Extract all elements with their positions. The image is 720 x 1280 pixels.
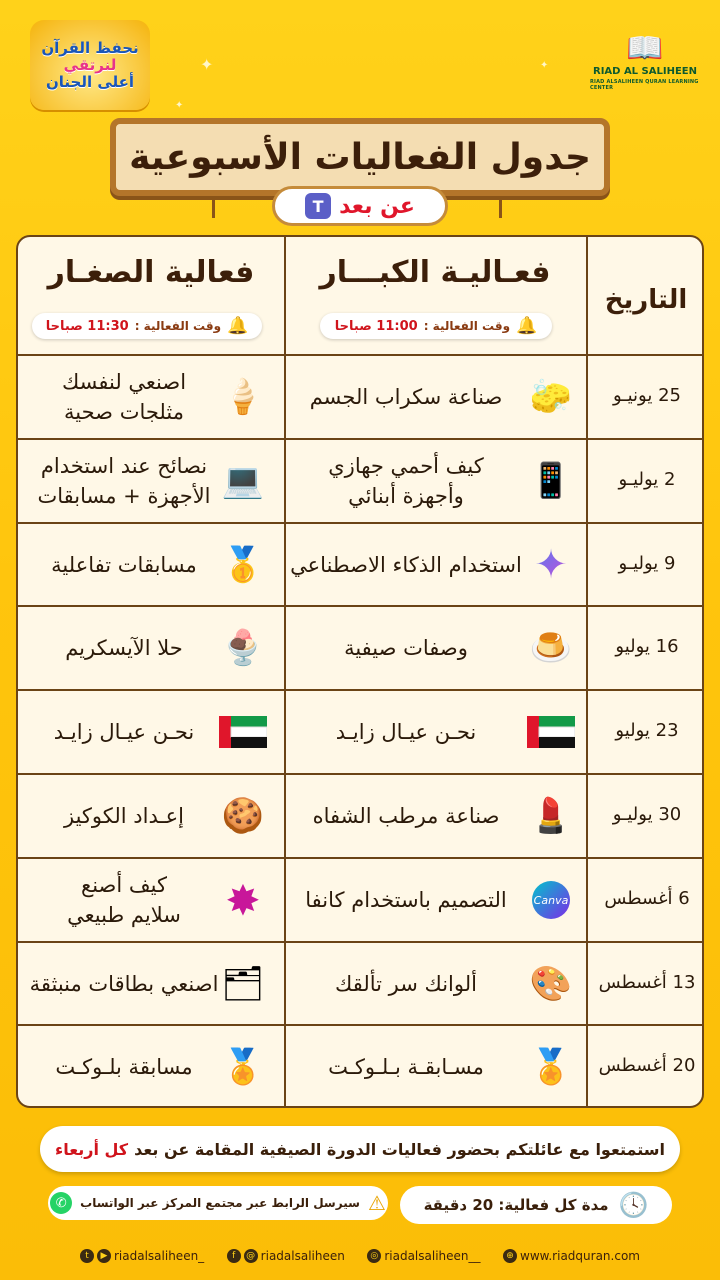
- adult-activity: استخدام الذكاء الاصطناعي: [290, 552, 522, 577]
- laptop-trophy-icon: 💻: [221, 461, 265, 501]
- ice-cream-icon: 🍦: [221, 377, 265, 417]
- adults-column-header: فعـاليـة الكبـــار: [319, 255, 551, 290]
- slime-icon: ✸: [225, 875, 261, 925]
- microsoft-teams-icon: T: [305, 193, 331, 219]
- cookies-icon: 🍪: [221, 796, 265, 836]
- website-url: www.riadquran.com: [520, 1249, 640, 1263]
- row-date: 13 أغسطس: [598, 971, 696, 993]
- subtitle: عن بعد: [339, 193, 415, 219]
- kid-activity: مسابقة بلـوكـت: [55, 1055, 193, 1079]
- footer-facebook[interactable]: [227, 1249, 345, 1263]
- award-ribbon-icon: 🏅: [529, 1047, 573, 1087]
- whatsapp-note: [48, 1186, 388, 1220]
- bell-icon: 🔔: [516, 316, 538, 336]
- kids-time: 11:30 صباحا: [45, 318, 129, 334]
- banner-highlight: كل أربعاء: [55, 1139, 129, 1159]
- ice-cream-cup-icon: 🍨: [221, 628, 265, 668]
- riad-alsaliheen-logo: [590, 32, 700, 102]
- page-title: جدول الفعاليات الأسبوعية: [129, 136, 591, 178]
- instagram-handle: riadalsaliheen__: [384, 1249, 481, 1263]
- twitter-icon: t: [80, 1249, 94, 1263]
- time-label: وقت الفعالية :: [423, 319, 511, 333]
- color-palette-icon: 🎨: [529, 963, 573, 1004]
- duration-text: مدة كل فعالية: 20 دقيقة: [423, 1196, 609, 1214]
- adult-activity: التصميم باستخدام كانفا: [305, 888, 507, 912]
- whatsapp-icon[interactable]: ✆: [50, 1192, 72, 1214]
- warning-icon: ⚠: [367, 1191, 386, 1215]
- adults-time-pill: [320, 313, 552, 339]
- adult-activity: صناعة سكراب الجسم: [309, 385, 503, 409]
- footer-website[interactable]: [503, 1249, 640, 1263]
- adult-activity: صناعة مرطب الشفاه: [312, 804, 500, 828]
- row-date: 25 يونيـو: [613, 385, 681, 406]
- quran-program-logo: [30, 20, 150, 110]
- weekly-banner: [40, 1126, 680, 1172]
- logo-name-en: RIAD AL SALIHEEN: [593, 66, 697, 77]
- ai-sparkle-icon: ✦: [534, 541, 568, 588]
- logo-line-3: أعلى الجنان: [45, 72, 135, 91]
- row-date: 30 يوليـو: [612, 804, 682, 825]
- adult-activity: كيف أحمي جهازي وأجهزة أبنائي: [328, 454, 484, 508]
- twitter-youtube-handle: riadalsaliheen_: [114, 1249, 205, 1263]
- row-date: 23 يوليو: [615, 720, 679, 741]
- facebook-handle: riadalsaliheen: [260, 1249, 345, 1263]
- soap-sponge-icon: 🧽: [529, 377, 573, 417]
- globe-icon: ⊕: [503, 1249, 517, 1263]
- sparkle-icon: ✦: [200, 55, 214, 74]
- row-date: 16 يوليو: [615, 636, 679, 657]
- title-board: [110, 118, 610, 196]
- uae-flag-icon: [526, 707, 576, 757]
- canva-icon: Canva: [526, 875, 576, 925]
- kids-column-header: فعالية الصغـار: [47, 255, 255, 290]
- logo-line-2: لنرتقي: [63, 55, 117, 74]
- facebook-icon: f: [227, 1249, 241, 1263]
- kid-activity: اصنعي بطاقات منبثقة: [29, 971, 219, 996]
- kid-activity: نصائح عند استخدام الأجهزة + مسابقات: [37, 454, 211, 508]
- clock-icon: 🕓: [618, 1191, 649, 1219]
- award-ribbon-icon: 🏅: [221, 1047, 265, 1087]
- adult-activity: ألوانك سر تألقك: [335, 971, 477, 996]
- dessert-bowl-icon: 🍮: [529, 628, 573, 668]
- kid-activity: نحـن عيـال زايـد: [53, 720, 195, 744]
- uae-flag-icon: [218, 707, 268, 757]
- kid-activity: مسابقات تفاعلية: [51, 552, 197, 577]
- adults-time: 11:00 صباحا: [334, 318, 418, 334]
- row-date: 20 أغسطس: [598, 1055, 696, 1076]
- banner-text: استمتعوا مع عائلتكم بحضور فعاليات الدورة الصيفية المقامة عن بعد: [134, 1139, 665, 1159]
- footer-social: [80, 1244, 640, 1268]
- logo-line-1: نحفظ القرآن: [41, 38, 139, 57]
- sparkle-icon: ✦: [175, 100, 184, 111]
- kid-activity: اصنعي لنفسك مثلجات صحية: [61, 370, 187, 424]
- date-column-header: التاريخ: [604, 285, 688, 315]
- medal-icon: 🥇: [221, 544, 265, 585]
- schedule-table: [16, 235, 704, 1108]
- adult-activity: نحـن عيـال زايـد: [335, 720, 477, 744]
- bell-icon: 🔔: [227, 316, 249, 336]
- lip-balm-icon: 💄: [529, 796, 573, 836]
- sparkle-icon: ✦: [540, 60, 549, 71]
- kid-activity: إعـداد الكوكيز: [63, 804, 184, 828]
- at-icon: @: [244, 1249, 258, 1263]
- footer-instagram[interactable]: [367, 1249, 480, 1263]
- adult-activity: مسـابقـة بـلـوكـت: [328, 1055, 484, 1079]
- kids-time-pill: [32, 313, 262, 339]
- youtube-icon: ▶: [97, 1249, 111, 1263]
- adult-activity: وصفات صيفية: [344, 636, 468, 660]
- whatsapp-note-text: سيرسل الرابط عبر مجتمع المركز عبر الواتساب: [80, 1196, 360, 1210]
- duration-pill: [400, 1186, 672, 1224]
- kid-activity: كيف أصنع سلايم طبيعي: [67, 873, 181, 927]
- remote-badge: [272, 186, 448, 226]
- footer-twitter-youtube[interactable]: [80, 1249, 204, 1263]
- smartphone-icon: 📱: [529, 461, 573, 501]
- time-label: وقت الفعالية :: [134, 319, 222, 333]
- cards-icon: 🗂: [221, 963, 265, 1004]
- row-date: 6 أغسطس: [604, 888, 690, 909]
- logo-center-name: RIAD ALSALIHEEN QURAN LEARNING CENTER: [590, 79, 699, 91]
- open-book-icon: 📖: [626, 31, 664, 66]
- instagram-icon: ◎: [367, 1249, 381, 1263]
- row-date: 9 يوليـو: [618, 552, 676, 574]
- kid-activity: حلا الآيسكريم: [65, 636, 183, 660]
- row-date: 2 يوليـو: [618, 469, 676, 490]
